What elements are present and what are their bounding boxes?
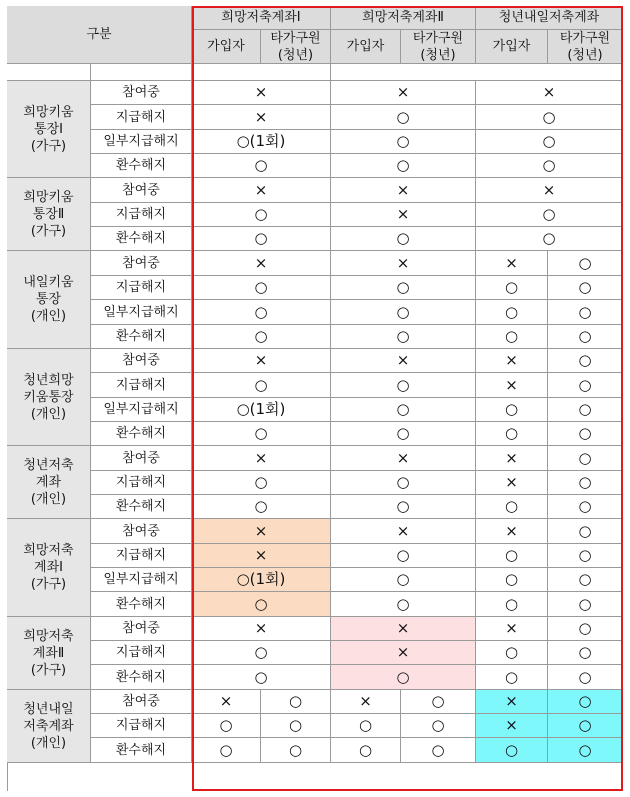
status-label: 참여중: [91, 617, 192, 641]
eligibility-mark: ×: [476, 471, 548, 495]
eligibility-mark: ○: [192, 373, 331, 398]
eligibility-mark: ×: [192, 178, 331, 203]
eligibility-mark: ○: [476, 592, 548, 617]
status-label: 지급해지: [91, 203, 192, 227]
eligibility-mark: ○: [548, 617, 623, 641]
eligibility-mark: ×: [331, 349, 476, 373]
status-label: 환수해지: [91, 154, 192, 178]
eligibility-mark: ○: [548, 690, 623, 714]
eligibility-mark: ○: [476, 203, 623, 227]
eligibility-mark: ×: [192, 544, 331, 568]
status-label: 참여중: [91, 178, 192, 203]
eligibility-mark: ○: [548, 519, 623, 544]
eligibility-mark: ○: [331, 398, 476, 422]
eligibility-mark: ○: [192, 641, 331, 665]
status-label: 일부지급해지: [91, 300, 192, 325]
status-label: 참여중: [91, 81, 192, 105]
eligibility-mark: ○: [476, 495, 548, 519]
eligibility-mark: ○: [476, 300, 548, 325]
spacer-cell: [331, 64, 623, 81]
spacer-cell: [192, 64, 331, 81]
eligibility-mark: ○: [331, 471, 476, 495]
eligibility-mark: ○: [548, 373, 623, 398]
eligibility-mark: ×: [476, 349, 548, 373]
eligibility-mark: ○: [476, 325, 548, 349]
status-label: 지급해지: [91, 544, 192, 568]
eligibility-mark: ○: [476, 568, 548, 592]
header-other-member: 타가구원 (청년): [261, 30, 331, 64]
spacer-cell: [91, 64, 192, 81]
eligibility-mark: ×: [476, 714, 548, 738]
eligibility-mark: ○: [548, 276, 623, 300]
eligibility-mark: ○: [331, 568, 476, 592]
header-account-2: 희망저축계좌Ⅱ: [331, 6, 476, 30]
eligibility-mark: ×: [192, 690, 261, 714]
group-label: 희망저축 계좌Ⅰ (가구): [7, 519, 91, 617]
eligibility-mark: ○: [476, 276, 548, 300]
eligibility-mark: ○: [476, 398, 548, 422]
eligibility-mark: ×: [476, 251, 548, 276]
eligibility-mark: ○: [476, 154, 623, 178]
status-label: 환수해지: [91, 738, 192, 763]
eligibility-mark: ○: [548, 714, 623, 738]
eligibility-mark: ○: [192, 203, 331, 227]
eligibility-mark: ×: [331, 519, 476, 544]
eligibility-mark: ○: [548, 300, 623, 325]
status-label: 참여중: [91, 446, 192, 471]
eligibility-mark: ○(1회): [192, 398, 331, 422]
eligibility-mark: ○: [192, 276, 331, 300]
eligibility-mark: ×: [192, 446, 331, 471]
eligibility-mark: ○: [548, 325, 623, 349]
status-label: 지급해지: [91, 714, 192, 738]
eligibility-mark: ×: [476, 81, 623, 105]
eligibility-mark: ○: [331, 130, 476, 154]
eligibility-mark: ○: [331, 714, 401, 738]
status-label: 환수해지: [91, 325, 192, 349]
eligibility-mark: ○: [548, 422, 623, 446]
eligibility-mark: ○: [331, 276, 476, 300]
eligibility-mark: ○: [331, 373, 476, 398]
eligibility-mark: ○: [476, 738, 548, 763]
eligibility-mark: ○: [331, 738, 401, 763]
eligibility-mark: ○: [331, 665, 476, 690]
header-account-1: 희망저축계좌Ⅰ: [192, 6, 331, 30]
eligibility-mark: ○: [192, 665, 331, 690]
eligibility-mark: ×: [192, 81, 331, 105]
eligibility-mark: ○: [331, 544, 476, 568]
header-enrollee: 가입자: [476, 30, 548, 64]
eligibility-mark: ○: [401, 714, 476, 738]
eligibility-mark: ○: [476, 130, 623, 154]
group-label: 청년저축 계좌 (개인): [7, 446, 91, 519]
eligibility-mark: ×: [476, 373, 548, 398]
eligibility-mark: ○: [548, 349, 623, 373]
status-label: 환수해지: [91, 227, 192, 251]
eligibility-table: [7, 6, 623, 791]
eligibility-mark: ○: [331, 105, 476, 130]
status-label: 환수해지: [91, 422, 192, 446]
eligibility-mark: ○: [192, 227, 331, 251]
eligibility-mark: ○: [476, 544, 548, 568]
status-label: 참여중: [91, 519, 192, 544]
eligibility-mark: ×: [476, 178, 623, 203]
eligibility-mark: ○: [261, 690, 331, 714]
eligibility-mark: ○: [476, 422, 548, 446]
eligibility-mark: ○(1회): [192, 130, 331, 154]
header-account-3: 청년내일저축계좌: [476, 6, 623, 30]
eligibility-mark: ○: [548, 446, 623, 471]
eligibility-mark: ○: [476, 227, 623, 251]
eligibility-mark: ○: [192, 592, 331, 617]
eligibility-mark: ×: [192, 617, 331, 641]
eligibility-mark: ○: [548, 251, 623, 276]
status-label: 일부지급해지: [91, 130, 192, 154]
eligibility-mark: ○: [192, 300, 331, 325]
eligibility-mark: ×: [331, 203, 476, 227]
eligibility-mark: ○: [476, 105, 623, 130]
eligibility-mark: ○: [548, 495, 623, 519]
eligibility-mark: ○: [261, 714, 331, 738]
eligibility-mark: ○: [331, 227, 476, 251]
eligibility-mark: ○: [548, 471, 623, 495]
eligibility-mark: ×: [476, 446, 548, 471]
eligibility-mark: ×: [331, 617, 476, 641]
status-label: 환수해지: [91, 592, 192, 617]
eligibility-mark: ×: [331, 251, 476, 276]
eligibility-mark: ○: [192, 471, 331, 495]
eligibility-mark: ○: [192, 325, 331, 349]
status-label: 환수해지: [91, 495, 192, 519]
eligibility-mark: ○: [331, 592, 476, 617]
eligibility-mark: ○: [192, 422, 331, 446]
eligibility-mark: ×: [192, 349, 331, 373]
eligibility-mark: ○: [401, 690, 476, 714]
status-label: 지급해지: [91, 373, 192, 398]
eligibility-mark: ○: [548, 568, 623, 592]
spacer-cell: [7, 64, 91, 81]
status-label: 환수해지: [91, 665, 192, 690]
eligibility-mark: ○: [548, 592, 623, 617]
group-label: 희망저축 계좌Ⅱ (가구): [7, 617, 91, 690]
eligibility-mark: ×: [331, 81, 476, 105]
eligibility-mark: ×: [476, 690, 548, 714]
status-label: 일부지급해지: [91, 568, 192, 592]
group-label: 내일키움 통장 (개인): [7, 251, 91, 349]
eligibility-mark: ○: [192, 495, 331, 519]
eligibility-mark: ○: [476, 641, 548, 665]
status-label: 참여중: [91, 251, 192, 276]
status-label: 지급해지: [91, 641, 192, 665]
eligibility-mark: ○: [192, 154, 331, 178]
eligibility-mark: ×: [331, 178, 476, 203]
eligibility-mark: ○: [331, 495, 476, 519]
eligibility-mark: ×: [331, 446, 476, 471]
eligibility-mark: ○: [331, 154, 476, 178]
status-label: 지급해지: [91, 471, 192, 495]
eligibility-mark: ○: [331, 422, 476, 446]
header-category: 구분: [7, 6, 192, 64]
eligibility-mark: ×: [331, 690, 401, 714]
header-other-member: 타가구원 (청년): [401, 30, 476, 64]
eligibility-mark: ○: [548, 738, 623, 763]
eligibility-mark: ○: [331, 325, 476, 349]
eligibility-mark: ×: [192, 251, 331, 276]
eligibility-mark: ○: [192, 714, 261, 738]
eligibility-mark: ○: [401, 738, 476, 763]
eligibility-mark: ×: [192, 105, 331, 130]
eligibility-mark: ○: [192, 738, 261, 763]
eligibility-mark: ×: [476, 617, 548, 641]
eligibility-mark: ○: [548, 665, 623, 690]
header-enrollee: 가입자: [192, 30, 261, 64]
status-label: 참여중: [91, 349, 192, 373]
group-label: 희망키움 통장Ⅱ (가구): [7, 178, 91, 251]
eligibility-mark: ○: [548, 641, 623, 665]
status-label: 지급해지: [91, 105, 192, 130]
status-label: 지급해지: [91, 276, 192, 300]
group-label: 청년희망 키움통장 (개인): [7, 349, 91, 446]
header-enrollee: 가입자: [331, 30, 401, 64]
group-label: 희망키움 통장Ⅰ (가구): [7, 81, 91, 178]
eligibility-mark: ○: [476, 665, 548, 690]
eligibility-mark: ○: [261, 738, 331, 763]
eligibility-mark: ×: [476, 519, 548, 544]
eligibility-mark: ○: [548, 398, 623, 422]
eligibility-mark: ○(1회): [192, 568, 331, 592]
eligibility-mark: ×: [331, 641, 476, 665]
group-label: 청년내일 저축계좌 (개인): [7, 690, 91, 763]
eligibility-mark: ○: [331, 300, 476, 325]
eligibility-mark: ×: [192, 519, 331, 544]
eligibility-mark: ○: [548, 544, 623, 568]
status-label: 참여중: [91, 690, 192, 714]
header-other-member: 타가구원 (청년): [548, 30, 623, 64]
status-label: 일부지급해지: [91, 398, 192, 422]
